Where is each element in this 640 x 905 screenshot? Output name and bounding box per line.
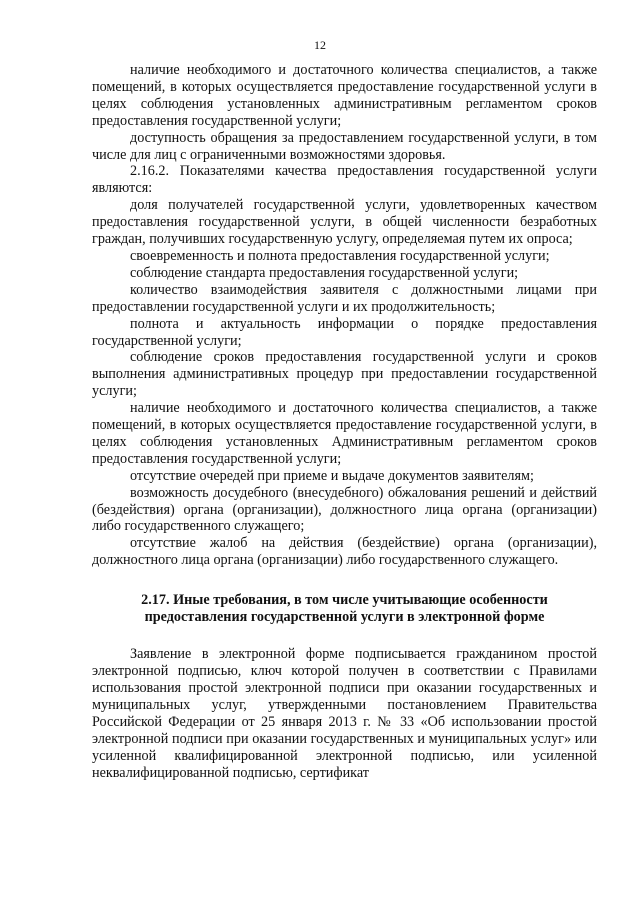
bottom-paragraph-container xyxy=(92,646,597,781)
paragraph: доля получателей государственной услуги, удовлетворенных качеством предоставления государственной услуги, в общей численности безработных граждан, получивших государственную услугу, определяемая путем их опроса; xyxy=(92,197,597,248)
paragraph: полнота и актуальность информации о порядке предоставления государственной услуги; xyxy=(92,315,597,349)
paragraph: доступность обращения за предоставлением государственной услуги, в том числе для лиц с ограниченными возможностями здоровья. xyxy=(92,129,597,163)
paragraph: отсутствие очередей при приеме и выдаче документов заявителям; xyxy=(130,467,534,484)
paragraph: соблюдение стандарта предоставления государственной услуги; xyxy=(130,264,519,281)
paragraph: количество взаимодействия заявителя с должностными лицами при предоставлении государственной услуги и их продолжительность; xyxy=(92,281,597,315)
paragraph: соблюдение сроков предоставления государственной услуги и сроков выполнения административных процедур при предоставлении государственной услуги; xyxy=(92,349,597,400)
paragraph: Заявление в электронной форме подписывается гражданином простой электронной подписью, ключ которой получен в соответствии с Правилами использования простой электронной подписи при оказании государственных и муниципальных услуг, утвержденными постановлением Правительства Российской Федерации от 25 января 2013 г. № 33 «Об использовании простой электронной подписи при оказании государственных и муниципальных услуг» или усиленной квалифицированной электронной подписью, или усиленной неквалифицированной подписью, сертификат xyxy=(92,646,597,781)
document-body xyxy=(92,62,597,781)
page-number: 12 xyxy=(314,38,326,52)
section-heading: 2.17. Иные требования, в том числе учитывающие особенности предоставления государственной услуги в электронной форме xyxy=(141,592,548,626)
paragraph: своевременность и полнота предоставления государственной услуги; xyxy=(130,247,550,264)
paragraph: наличие необходимого и достаточного количества специалистов, а также помещений, в которых осуществляется предоставление государственной услуги в целях соблюдения установленных административным регламентом сроков предоставления государственной услуги; xyxy=(92,62,597,129)
paragraph: отсутствие жалоб на действия (бездействие) органа (организации), должностного лица органа (организации) либо государственного служащего. xyxy=(92,535,597,569)
paragraph: 2.16.2. Показателями качества предоставления государственной услуги являются: xyxy=(92,163,597,197)
paragraph: наличие необходимого и достаточного количества специалистов, а также помещений, в которых осуществляется предоставление государственной услуги, в целях соблюдения установленных Административным регламентом сроков предоставления государственной услуги; xyxy=(92,400,597,467)
paragraph: возможность досудебного (внесудебного) обжалования решений и действий (бездействия) органа (организации), должностного лица органа (организации) либо государственного служащего; xyxy=(92,484,597,535)
